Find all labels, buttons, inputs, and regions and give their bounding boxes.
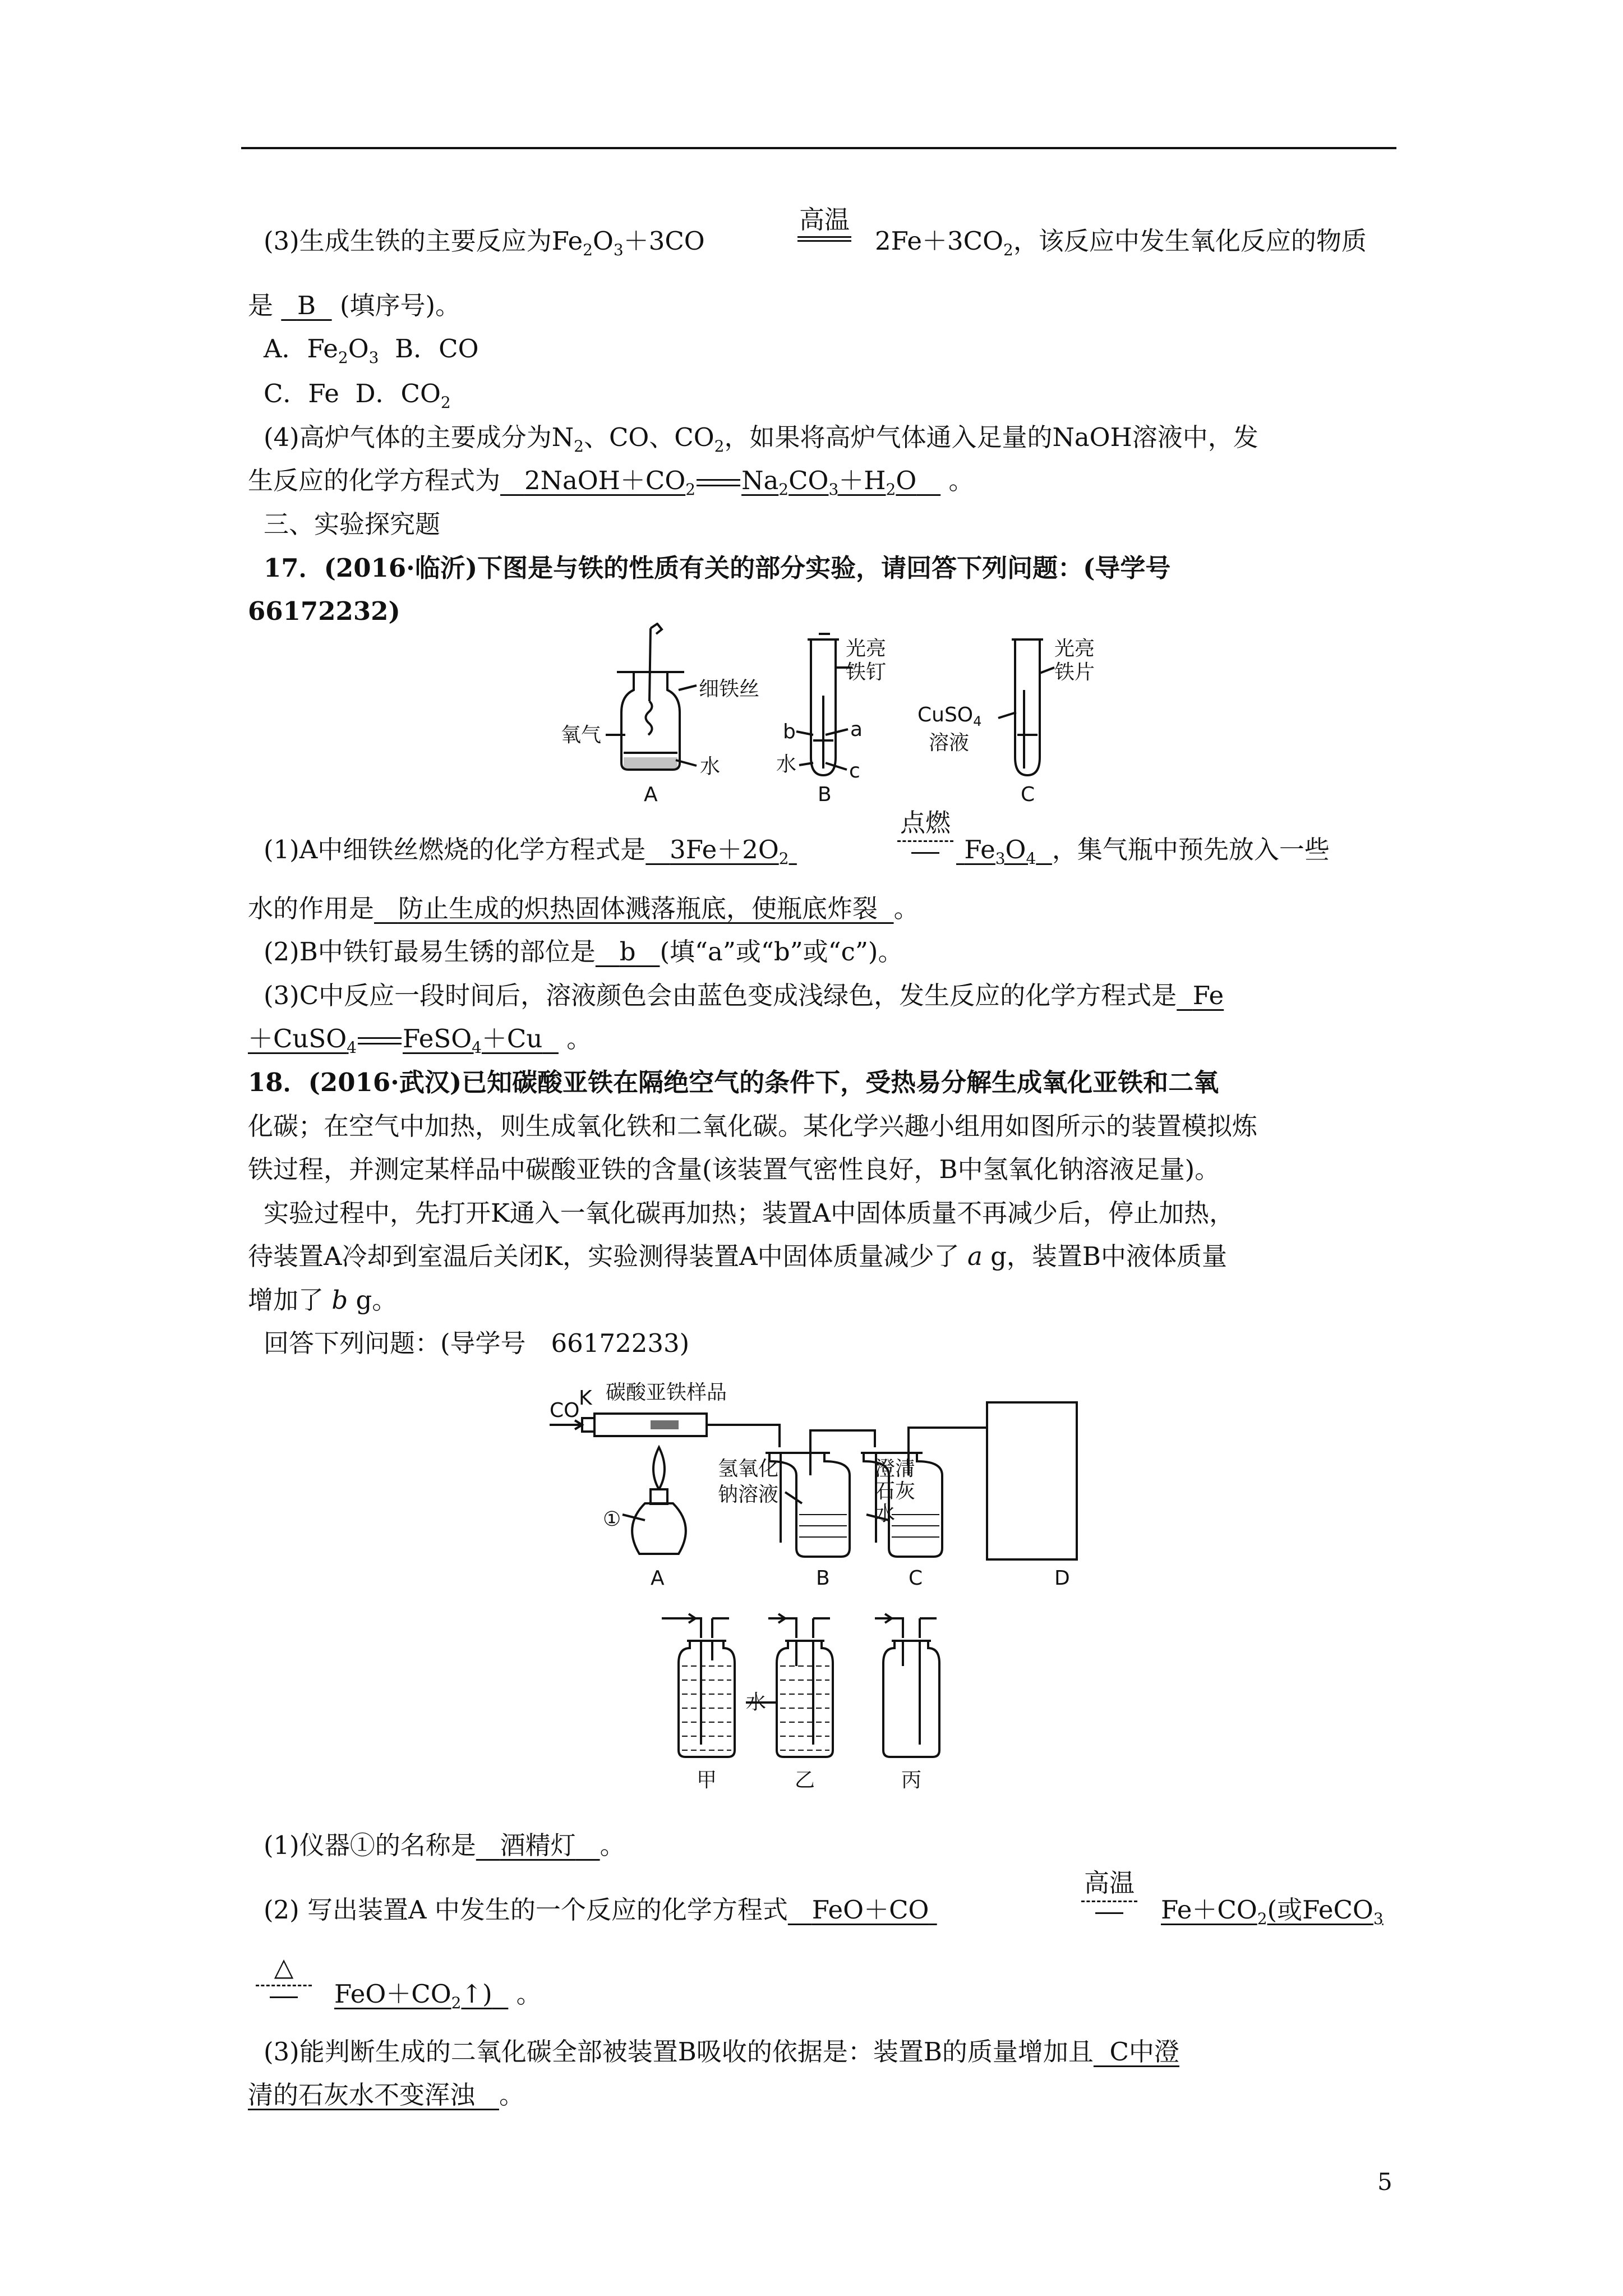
q18-p2-line2: $FeO+CO_2↑$) 。	[334, 1979, 542, 2012]
answer-blank: B	[297, 291, 316, 320]
label-water-bottle: 水	[746, 1691, 767, 1714]
q18-p2-line1: (2) 写出装置A 中发生的一个反应的化学方程式 FeO＋CO	[264, 1895, 929, 1925]
q16-options-cd: C．Fe D．$CO_2$	[264, 379, 451, 412]
label-bright-sheet-1: 光亮	[1054, 637, 1095, 660]
label-bing: 丙	[901, 1769, 922, 1792]
q16-p3-line1b: $2Fe+3CO_2$，该反应中发生氧化反应的物质	[875, 226, 1367, 259]
label-apparatus-d: D	[1054, 1567, 1070, 1590]
q18-line2: 化碳；在空气中加热，则生成氧化铁和二氧化碳。某化学兴趣小组用如图所示的装置模拟炼	[248, 1111, 1258, 1141]
q18-line7: 回答下列问题：(导学号 66172233)	[264, 1328, 690, 1358]
label-apparatus-a: A	[651, 1567, 665, 1590]
q18-condition-high-temp: 高温	[1081, 1868, 1137, 1914]
q16-p4-line1: (4)高炉气体的主要成分为$N_2$、CO、$CO_2$，如果将高炉气体通入足量的NaOH溶液中，发	[264, 422, 1258, 455]
q18-line5: 待装置A冷却到室温后关闭K，实验测得装置A中固体质量减少了 a g，装置B中液体质量	[248, 1241, 1227, 1271]
label-apparatus-c: C	[909, 1567, 923, 1590]
q18-line3: 铁过程，并测定某样品中碳酸亚铁的含量(该装置气密性良好，B中氢氧化钠溶液足量)。	[248, 1154, 1220, 1184]
label-lime-2: 石灰	[875, 1480, 916, 1503]
label-jia: 甲	[697, 1769, 717, 1792]
q18-line6: 增加了 b g。	[248, 1285, 398, 1315]
q16-condition-high-temp: 高温	[797, 205, 851, 243]
label-apparatus-b: B	[816, 1567, 830, 1590]
label-fine-iron-wire: 细铁丝	[699, 678, 760, 701]
label-lime-3: 水	[875, 1502, 896, 1525]
q16-p3-line1: (3)生成生铁的主要反应为$Fe_2O_3+3CO$	[264, 226, 705, 259]
q18-apparatus-figure	[550, 1363, 1144, 1599]
page-number: 5	[1377, 2168, 1393, 2196]
q18-bottles-figure	[662, 1610, 1009, 1795]
q17-p3-line2: ＋CuSO$_4$ FeSO$_4$＋Cu 。	[248, 1024, 592, 1057]
label-bright-nail-1: 光亮	[846, 637, 887, 660]
q17-head2: 66172232)	[248, 596, 400, 626]
q17-p1-line1b: $Fe_3O_4$ ，集气瓶中预先放入一些	[964, 835, 1330, 868]
q17-p1-line2: 水的作用是 防止生成的炽热固体溅落瓶底，使瓶底炸裂 。	[248, 894, 919, 923]
label-k: K	[579, 1387, 592, 1410]
q18-p3-line1: (3)能判断生成的二氧化碳全部被装置B吸收的依据是：装置B的质量增加且 C中澄	[264, 2037, 1179, 2067]
label-sample: 碳酸亚铁样品	[606, 1381, 727, 1404]
label-water-a: 水	[700, 755, 721, 778]
label-oxygen: 氧气	[561, 724, 602, 747]
label-yi: 乙	[795, 1769, 815, 1792]
q17-p3-line1: (3)C中反应一段时间后，溶液颜色会由蓝色变成浅绿色，发生反应的化学方程式是 Fe	[264, 981, 1224, 1010]
label-lime-1: 澄清	[875, 1457, 916, 1480]
label-a: A	[644, 783, 658, 806]
q16-options-ab: A．$Fe_2O_3$ B．CO	[264, 334, 479, 367]
label-b-point: b	[783, 720, 796, 743]
label-bright-sheet-2: 铁片	[1054, 661, 1095, 684]
q18-p3-line2: 清的石灰水不变浑浊 。	[248, 2080, 524, 2110]
header-rule	[241, 147, 1396, 149]
q18-condition-heat: △	[256, 1952, 312, 1998]
q18-line1: 18．(2016·武汉)已知碳酸亚铁在隔绝空气的条件下，受热易分解生成氧化亚铁和二氧	[248, 1068, 1219, 1097]
label-c: C	[1021, 783, 1035, 806]
label-water-b: 水	[776, 753, 797, 776]
label-bright-nail-2: 铁钉	[846, 661, 887, 684]
label-c-point: c	[849, 760, 860, 783]
q17-p2: (2)B中铁钉最易生锈的部位是 b (填“a”或“b”或“c”)。	[264, 937, 903, 967]
label-instrument-1: ①	[603, 1508, 621, 1531]
q18-line4: 实验过程中，先打开K通入一氧化碳再加热；装置A中固体质量不再减少后，停止加热，	[264, 1198, 1235, 1228]
q18-p1: (1)仪器①的名称是 酒精灯 。	[264, 1830, 625, 1860]
label-solution: 溶液	[929, 731, 970, 754]
label-a-point: a	[850, 718, 863, 741]
q17-head: 17．(2016·临沂)下图是与铁的性质有关的部分实验，请回答下列问题：(导学号	[264, 553, 1171, 583]
q17-condition-ignite: 点燃	[897, 808, 953, 854]
q18-p2-line1b: $Fe+CO_2$(或FeCO$_3$	[1161, 1895, 1384, 1928]
label-co: CO	[550, 1399, 580, 1422]
q16-p3-line2: 是 B (填序号)。	[248, 291, 461, 320]
label-b: B	[818, 783, 832, 806]
label-naoh-2: 钠溶液	[718, 1483, 779, 1506]
q17-figure	[550, 623, 1122, 808]
q16-p4-line2: 生反应的化学方程式为 $2NaOH+CO_2$ $Na_2CO_3+H_2O$ 。	[248, 466, 974, 499]
q17-p1-line1: (1)A中细铁丝燃烧的化学方程式是 $3Fe+2O_2$	[264, 835, 789, 868]
section-title: 三、实验探究题	[264, 509, 441, 539]
label-cuso4: CuSO$_4$	[917, 703, 982, 729]
label-naoh-1: 氢氧化	[718, 1457, 779, 1480]
